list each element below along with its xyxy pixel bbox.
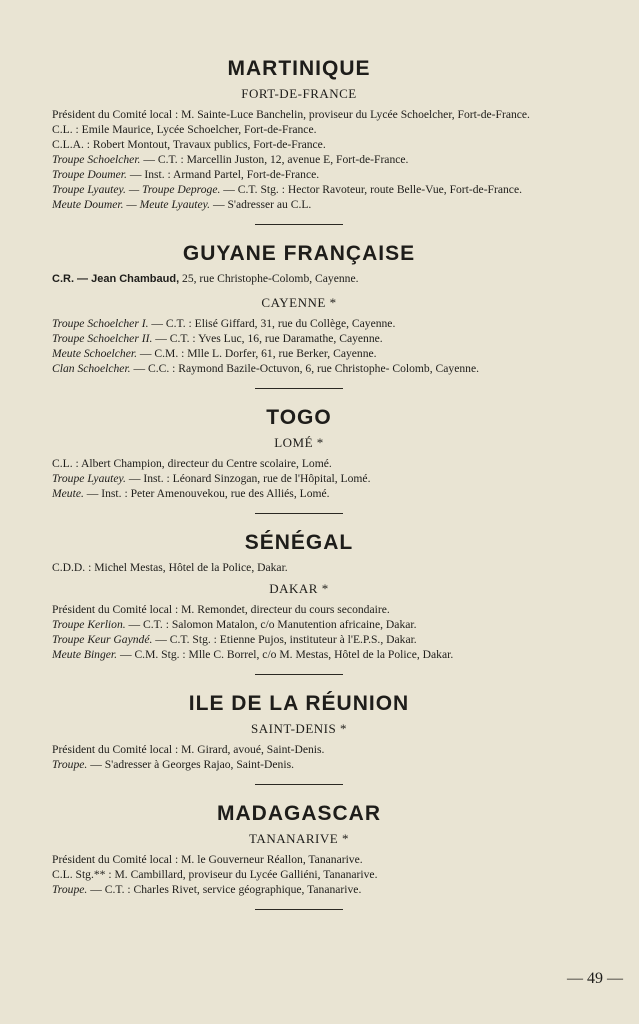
entry [52, 271, 546, 287]
entry-text: — Inst. : Peter Amenouvekou, rue des Alliés, Lomé. [83, 487, 330, 500]
entry-label: Meute. [52, 487, 84, 500]
entry [52, 346, 546, 361]
entry-text: — C.T. : Yves Luc, 16, rue Daramathe, Cayenne. [152, 332, 383, 345]
section-guyane [52, 241, 546, 376]
entry-label: Meute Schoelcher. [52, 347, 137, 360]
entry: Président du Comité local : M. Sainte-Luce Banchelin, proviseur du Lycée Schoelcher, Fort-de-France. [52, 108, 530, 121]
entry-label: Meute Binger. [52, 648, 118, 661]
entry: C.L. : Albert Champion, directeur du Centre scolaire, Lomé. [52, 457, 332, 470]
entry-text: — S'adresser à Georges Rajao, Saint-Denis. [87, 758, 294, 771]
entry-text: — C.T. Stg. : Etienne Pujos, instituteur à l'E.P.S., Dakar. [152, 633, 417, 646]
entry [52, 182, 546, 197]
section-divider [255, 513, 343, 514]
city-heading: CAYENNE * [261, 295, 337, 310]
entry: C.L. Stg.** : M. Cambillard, proviseur du Lycée Galliéni, Tananarive. [52, 868, 378, 881]
section-reunion [52, 691, 546, 772]
entry: Président du Comité local : M. le Gouverneur Réallon, Tananarive. [52, 853, 363, 866]
entry-label: Troupe Kerlion. [52, 618, 126, 631]
entry-label: Clan Schoelcher. [52, 362, 131, 375]
entry [52, 152, 546, 167]
page-number: — 49 — [567, 970, 623, 987]
entry-label: Troupe Lyautey. [52, 472, 126, 485]
entry-label: Meute Doumer. — Meute Lyautey. [52, 198, 211, 211]
entry-text: — C.T. Stg. : Hector Ravoteur, route Belle-Vue, Fort-de-France. [220, 183, 522, 196]
entry: Président du Comité local : M. Remondet, directeur du cours secondaire. [52, 603, 390, 616]
entry [52, 486, 546, 501]
section-title: SÉNÉGAL [244, 531, 354, 554]
city-heading: SAINT-DENIS * [251, 721, 347, 736]
entry-text: — C.M. : Mlle L. Dorfer, 61, rue Berker, Cayenne. [136, 347, 377, 360]
entry: C.L. : Emile Maurice, Lycée Schoelcher, Fort-de-France. [52, 123, 317, 136]
section-madagascar [52, 801, 546, 897]
section-divider [255, 388, 343, 389]
section-divider [255, 784, 343, 785]
entry-text: — C.C. : Raymond Bazile-Octuvon, 6, rue Christophe- Colomb, Cayenne. [130, 362, 479, 375]
entry-text: 25, rue Christophe-Colomb, Cayenne. [179, 272, 359, 285]
entry: C.D.D. : Michel Mestas, Hôtel de la Police, Dakar. [52, 561, 288, 574]
city-heading: LOMÉ * [274, 435, 324, 450]
entry [52, 757, 546, 772]
section-divider [255, 674, 343, 675]
section-title: ILE DE LA RÉUNION [188, 692, 410, 715]
entry [52, 471, 546, 486]
section-divider [255, 224, 343, 225]
entry-text: — C.T. : Charles Rivet, service géographique, Tananarive. [87, 883, 362, 896]
entry-label: C.R. — Jean Chambaud, [52, 273, 180, 285]
section-title: GUYANE FRANÇAISE [182, 242, 416, 265]
city-heading: FORT-DE-FRANCE [241, 86, 357, 101]
entry-label: Troupe Schoelcher I. [52, 317, 149, 330]
page-content [52, 56, 546, 926]
entry [52, 882, 546, 897]
entry-text: — Inst. : Armand Partel, Fort-de-France. [126, 168, 320, 181]
entry [52, 632, 546, 647]
entry-label: Troupe Keur Gayndé. [52, 633, 153, 646]
entry: Président du Comité local : M. Girard, avoué, Saint-Denis. [52, 743, 325, 756]
entry [52, 316, 546, 331]
section-title: MARTINIQUE [227, 57, 371, 80]
section-divider [255, 909, 343, 910]
entry [52, 617, 546, 632]
section-title: MADAGASCAR [217, 802, 381, 825]
entry-text: — C.M. Stg. : Mlle C. Borrel, c/o M. Mestas, Hôtel de la Police, Dakar. [117, 648, 454, 661]
city-heading: DAKAR * [269, 581, 329, 596]
entry-text: — C.T. : Marcellin Juston, 12, avenue E, Fort-de-France. [140, 153, 409, 166]
entry [52, 361, 546, 376]
city-heading: TANANARIVE * [249, 831, 349, 846]
entry: C.L.A. : Robert Montout, Travaux publics, Fort-de-France. [52, 138, 326, 151]
entry-label: Troupe. [52, 758, 88, 771]
section-title: TOGO [266, 406, 332, 429]
entry [52, 331, 546, 346]
entry-label: Troupe Lyautey. — Troupe Deproge. [52, 183, 221, 196]
entry-label: Troupe Doumer. [52, 168, 127, 181]
entry-text: — S'adresser au C.L. [210, 198, 312, 211]
section-senegal [52, 530, 546, 662]
section-martinique [52, 56, 546, 212]
entry-text: — C.T. : Elisé Giffard, 31, rue du Collège, Cayenne. [148, 317, 396, 330]
entry-label: Troupe. [52, 883, 88, 896]
entry-label: Troupe Schoelcher. [52, 153, 141, 166]
entry-text: — C.T. : Salomon Matalon, c/o Manutention africaine, Dakar. [125, 618, 417, 631]
entry [52, 197, 546, 212]
section-togo [52, 405, 546, 501]
entry-text: — Inst. : Léonard Sinzogan, rue de l'Hôpital, Lomé. [125, 472, 371, 485]
entry [52, 167, 546, 182]
entry [52, 647, 546, 662]
entry-label: Troupe Schoelcher II. [52, 332, 153, 345]
